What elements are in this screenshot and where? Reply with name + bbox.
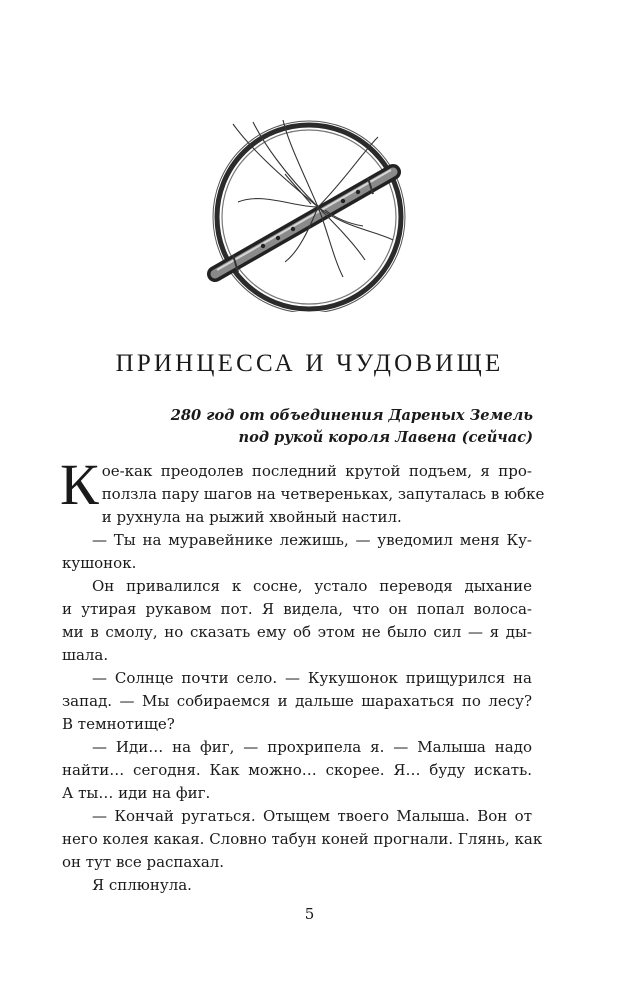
paragraph xyxy=(62,736,532,805)
text-line: и рухнула на рыжий хвойный настил. xyxy=(101,508,402,526)
text-line: ми в смолу, но сказать ему об этом не было сил — я ды- xyxy=(62,623,532,641)
paragraph xyxy=(62,529,532,575)
text-line: запад. — Мы собираемся и дальше шарахаться по лесу? xyxy=(62,692,532,710)
paragraph xyxy=(62,667,532,736)
body-text xyxy=(60,452,545,897)
text-line: и утирая рукавом пот. Я видела, что он попал волоса- xyxy=(62,600,532,618)
text-line: ползла пару шагов на четвереньках, запуталась в юбке xyxy=(101,485,545,503)
text-line: он тут все распахал. xyxy=(62,853,225,871)
flute-icon xyxy=(215,170,393,274)
epigraph-line: 280 год от объединения Дареных Земель xyxy=(170,407,533,424)
page-number: 5 xyxy=(304,905,315,923)
text-line: — Солнце почти село. — Кукушонок прищурился на xyxy=(92,669,532,687)
drop-cap: К xyxy=(60,452,99,517)
text-line: — Иди… на фиг, — прохрипела я. — Малыша надо xyxy=(92,738,532,756)
epigraph-line: под рукой короля Лавена (сейчас) xyxy=(238,429,533,446)
text-line: шала. xyxy=(62,646,109,664)
text-line: найти… сегодня. Как можно… скорее. Я… буду искать. xyxy=(62,761,532,779)
epigraph xyxy=(171,405,533,449)
text-line: Я сплюнула. xyxy=(92,876,192,894)
text-line: ое-как преодолев последний крутой подъем, я про- xyxy=(101,462,532,480)
text-line: него колея какая. Словно табун коней прогнали. Глянь, как xyxy=(62,830,543,848)
text-line: А ты… иди на фиг. xyxy=(62,784,211,802)
chapter-emblem-illustration xyxy=(193,112,425,312)
paragraph xyxy=(62,805,543,874)
paragraph xyxy=(60,452,545,529)
paragraph xyxy=(62,874,532,897)
chapter-title: ПРИНЦЕССА И ЧУДОВИЩЕ xyxy=(115,350,504,377)
text-line: В темнотище? xyxy=(62,715,175,733)
text-line: Он привалился к сосне, устало переводя дыхание xyxy=(92,577,532,595)
text-line: — Кончай ругаться. Отыщем твоего Малыша. Вон от xyxy=(92,807,532,825)
text-line: кушонок. xyxy=(62,554,137,572)
text-line: — Ты на муравейнике лежишь, — уведомил меня Ку- xyxy=(92,531,532,549)
paragraph xyxy=(62,575,532,667)
